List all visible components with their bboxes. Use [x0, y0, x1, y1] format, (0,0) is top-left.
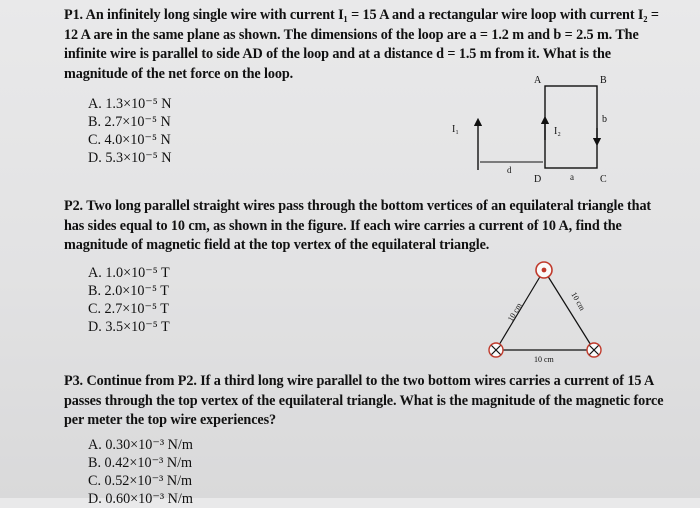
p1-choice-c: C. 4.0×10⁻⁵ N — [88, 132, 171, 148]
p2-figure — [478, 258, 610, 366]
p2-choice-b: B. 2.0×10⁻⁵ T — [88, 283, 169, 299]
label-corner-d: D — [534, 174, 542, 185]
p2-choices — [88, 264, 170, 336]
label-corner-c: C — [600, 174, 607, 185]
p1-question: P1. An infinitely long single wire with current I₁ = 15 A and a rectangular wire loop with current I₂ = 12 A are in the same plane as shown. The dimensions of the loop are a = 1.2 m and b = 2.5 m. The infinite wire is parallel to side AD of the loop and at a distance d = 1.5 m from it. What is the magnitude of the net force on the loop. — [64, 7, 659, 82]
p3-choice-b: B. 0.42×10⁻³ N/m — [88, 455, 193, 471]
label-b-side: b — [602, 114, 607, 125]
label-a-side: a — [570, 172, 574, 182]
triangle-side-right — [544, 270, 594, 350]
p2-choice-a: A. 1.0×10⁻⁵ T — [88, 265, 170, 281]
label-side-bottom: 10 cm — [534, 355, 554, 364]
p1-figure — [430, 70, 630, 190]
p3-choice-a: A. 0.30×10⁻³ N/m — [88, 437, 193, 453]
bottom-right-wire-x-icon — [587, 343, 601, 357]
label-d-dist: d — [507, 165, 512, 175]
p3-choices — [88, 436, 193, 508]
p3-choice-c: C. 0.52×10⁻³ N/m — [88, 473, 193, 489]
p1-choice-a: A. 1.3×10⁻⁵ N — [88, 96, 172, 112]
p1-choice-b: B. 2.7×10⁻⁵ N — [88, 114, 171, 130]
p1-choice-d: D. 5.3×10⁻⁵ N — [88, 150, 172, 166]
label-side-left: 10 cm — [505, 301, 524, 323]
label-i2: I₂ — [554, 126, 561, 137]
p1-choices — [88, 95, 172, 167]
rectangular-loop — [545, 86, 597, 168]
label-side-right: 10 cm — [569, 290, 587, 313]
label-corner-b: B — [600, 75, 607, 86]
p3-choice-d: D. 0.60×10⁻³ N/m — [88, 491, 193, 507]
p2-question: P2. Two long parallel straight wires pass through the bottom vertices of an equilateral triangle that has sides equal to 10 cm, as shown in the figure. If each wire carries a current of 10 A, find the magnitude of magnetic field at the top vertex of the equilateral triangle. — [64, 198, 652, 253]
label-i1: I₁ — [452, 124, 459, 135]
p2-choice-d: D. 3.5×10⁻⁵ T — [88, 319, 170, 335]
p3-question: P3. Continue from P2. If a third long wire parallel to the two bottom wires carries a current of 15 A passes through the top vertex of the equilateral triangle. What is the magnitude of the magnetic force per meter the top wire experiences? — [64, 373, 664, 428]
label-corner-a: A — [534, 75, 542, 86]
top-wire-dot-center — [542, 268, 547, 273]
bottom-left-wire-x-icon — [489, 343, 503, 357]
p2-choice-c: C. 2.7×10⁻⁵ T — [88, 301, 169, 317]
